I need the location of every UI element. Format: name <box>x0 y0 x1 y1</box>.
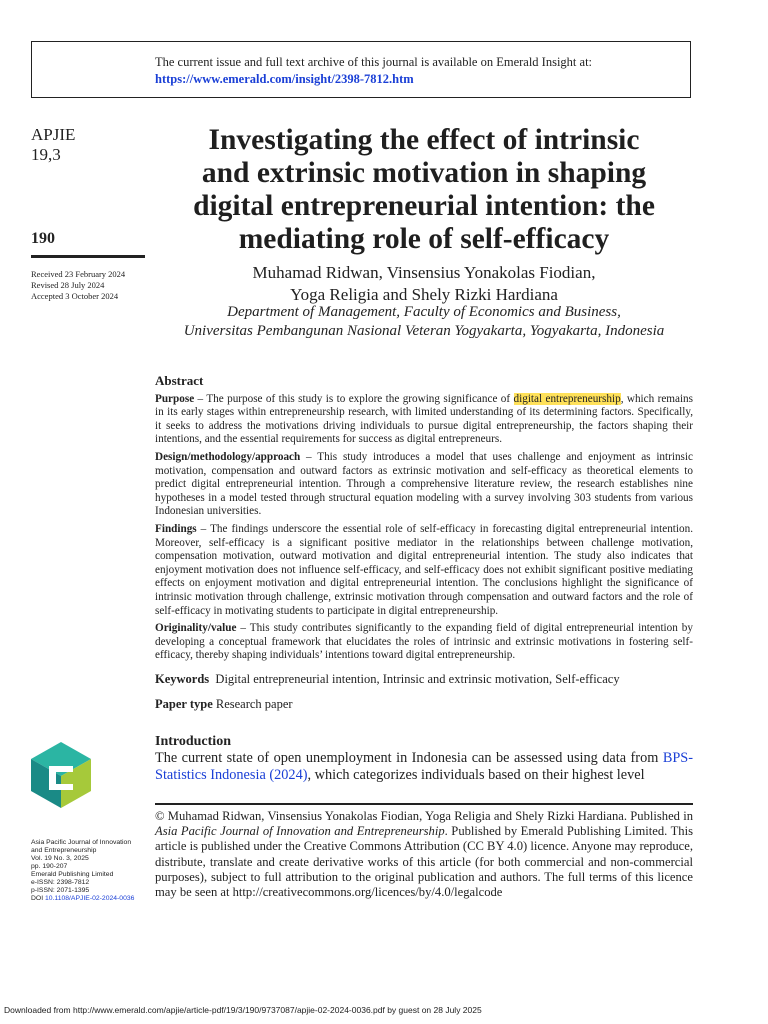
copyright-divider <box>155 803 693 805</box>
journal-archive-link[interactable]: https://www.emerald.com/insight/2398-7812.htm <box>155 72 414 86</box>
sidebar-divider <box>31 255 145 258</box>
paper-type-text: Research paper <box>215 696 293 711</box>
abstract-purpose: Purpose – The purpose of this study is to explore the growing significance of digital entrepreneurship, which remains in its early stages within entrepreneurship research, with limited understanding of its determining factors. Specifically, it seeks to address the motivations driving individuals to pursue digital entrepreneurship, the factors shaping their intentions, and the essential requirements for success as digital entrepreneurs. <box>155 392 694 446</box>
doi-info <box>31 895 134 903</box>
accepted-date: Accepted 3 October 2024 <box>31 291 119 301</box>
introduction-section <box>155 734 693 783</box>
pages-info: pp. 190-207 <box>31 863 68 870</box>
archive-notice-box <box>31 41 691 98</box>
download-footer: Downloaded from http://www.emerald.com/apjie/article-pdf/19/3/190/9737087/apjie-02-2024-0036.pdf by guest on 28 July 2025 <box>4 1005 482 1015</box>
paper-type-label: Paper type <box>155 696 213 711</box>
affiliation-line: Department of Management, Faculty of Economics and Business, <box>227 304 621 320</box>
revised-date: Revised 28 July 2024 <box>31 280 105 290</box>
introduction-text <box>155 750 693 783</box>
purpose-text-pre: The purpose of this study is to explore the growing significance of <box>206 392 511 405</box>
intro-text-post: , which categorizes individuals based on their highest level <box>307 766 645 783</box>
journal-name-line: Asia Pacific Journal of Innovation <box>31 839 132 846</box>
eissn-info: e-ISSN: 2398-7812 <box>31 879 90 886</box>
design-label: Design/methodology/approach <box>155 450 301 463</box>
doi-link[interactable]: 10.1108/APJIE-02-2024-0036 <box>44 895 135 902</box>
keywords-text: Digital entrepreneurial intention, Intrinsic and extrinsic motivation, Self-efficacy <box>215 671 620 686</box>
highlighted-term[interactable]: digital entrepreneurship <box>513 392 621 405</box>
authors-line: Yoga Religia and Shely Rizki Hardiana <box>290 285 558 304</box>
publisher-info: Emerald Publishing Limited <box>31 871 114 878</box>
emerald-logo-icon <box>29 740 93 810</box>
introduction-heading: Introduction <box>155 734 231 749</box>
copyright-text-post: . Published by Emerald Publishing Limited. This article is published under the Creative Commons Attribution (CC BY 4.0) licence. Anyone may reproduce, distribute, translate and create derivative works of this article (for both commercial and non-commercial purposes), subject to full attribution to the original publication and authors. The full terms of this licence may be seen at http://creativecommons.org/licences/by/4.0/legalcode <box>155 824 693 900</box>
authors-line: Muhamad Ridwan, Vinsensius Yonakolas Fiodian, <box>252 263 596 282</box>
abstract-section <box>155 374 693 716</box>
intro-text-pre: The current state of open unemployment in Indonesia can be assessed using data from <box>155 750 659 766</box>
authors <box>150 262 698 306</box>
volume-issue: 19,3 <box>31 145 61 164</box>
doi-label: DOI <box>31 895 44 902</box>
keywords-label: Keywords <box>155 671 210 686</box>
page-number: 190 <box>31 230 55 247</box>
purpose-text-post: , which remains in its early stages within entrepreneurship research, with limited understanding of its determining factors. Specifically, it seeks to address the motivations driving individuals to pursue digital entrepreneurship, the factors shaping their intentions, and the essential requirements for success as digital entrepreneurs. <box>155 392 694 446</box>
affiliation-line: Universitas Pembangunan Nasional Veteran Yogyakarta, Yogyakarta, Indonesia <box>183 323 665 339</box>
abstract-findings: Findings – The findings underscore the essential role of self-efficacy in forecasting digital entrepreneurial intention. Moreover, self-efficacy is a significant positive mediator in the relationships between challenge motivation, compensation motivation, outward motivation and digital entrepreneurial intention. The study also indicates that enjoyment motivation does not influence self-efficacy, and self-efficacy does not exhibit significant positive mediating effects on enjoyment motivation and digital entrepreneurial intention. The conclusions highlight the significance of intrinsic motivation through challenge, extrinsic motivation through compensation and outward factors and the role of self-efficacy in motivating students to participate in digital entrepreneurship. <box>155 522 693 617</box>
keywords <box>155 672 693 687</box>
title-line: Investigating the effect of intrinsic <box>208 124 640 156</box>
paper-type <box>155 697 693 712</box>
archive-notice-text: The current issue and full text archive of this journal is available on Emerald Insight at: <box>155 55 593 69</box>
copyright-journal-name: Asia Pacific Journal of Innovation and Entrepreneurship <box>155 824 445 839</box>
article-dates <box>31 269 125 302</box>
findings-label: Findings <box>155 522 197 535</box>
title-line: and extrinsic motivation in shaping <box>201 157 647 189</box>
journal-metadata <box>31 839 134 903</box>
copyright-text-pre: © Muhamad Ridwan, Vinsensius Yonakolas Fiodian, Yoga Religia and Shely Rizki Hardiana. Published in <box>155 809 693 823</box>
copyright-notice <box>155 809 693 900</box>
title-line: mediating role of self-efficacy <box>238 223 610 255</box>
abstract-design: Design/methodology/approach – This study introduces a model that uses challenge and enjoyment as intrinsic motivation, compensation and outward factors as extrinsic motivation and self-efficacy as theoretical elements to predict digital entrepreneurial intention. Through a comprehensive literature review, the research establishes nine hypotheses in a model tested through structural equation modeling with a survey involving 303 students from various Indonesian universities. <box>155 450 693 518</box>
originality-label: Originality/value <box>155 622 237 635</box>
abstract-originality: Originality/value – This study contributes significantly to the expanding field of digital entrepreneurial intention by developing a conceptual framework that elucidates the roles of intrinsic and extrinsic motivations in fostering self-efficacy, thereby shaping individuals’ intentions toward digital entrepreneurship. <box>155 622 693 662</box>
journal-abbreviation <box>31 125 75 165</box>
volume-info: Vol. 19 No. 3, 2025 <box>31 855 89 862</box>
journal-abbr-text: APJIE <box>31 125 76 144</box>
purpose-label: Purpose <box>155 392 195 405</box>
pissn-info: p-ISSN: 2071-1395 <box>31 887 90 894</box>
received-date: Received 23 February 2024 <box>31 269 126 279</box>
originality-text: This study contributes significantly to the expanding field of digital entrepreneurial intention by developing a conceptual framework that elucidates the roles of intrinsic and extrinsic motivations in fostering self-efficacy, thereby shaping individuals’ intentions toward digital entrepreneurship. <box>155 622 693 662</box>
design-text: This study introduces a model that uses challenge and enjoyment as intrinsic motivation, compensation and outward factors as extrinsic motivation and self-efficacy as theoretical elements to predict digital entrepreneurial intention. Through a comprehensive literature review, the research establishes nine hypotheses in a model tested through structural equation modeling with a survey involving 303 students from various Indonesian universities. <box>155 450 693 518</box>
article-title <box>150 124 698 256</box>
abstract-heading: Abstract <box>155 373 204 388</box>
findings-text: The findings underscore the essential role of self-efficacy in forecasting digital entrepreneurial intention. Moreover, self-efficacy is a significant positive mediator in the relationships between challenge motivation, compensation motivation, outward motivation and digital entrepreneurial intention. The study also indicates that enjoyment motivation does not influence self-efficacy, and self-efficacy does not exhibit significant positive mediating effects on enjoyment motivation and digital entrepreneurial intention. The conclusions highlight the significance of intrinsic motivation through challenge, extrinsic motivation through compensation and outward factors and the role of self-efficacy in motivating students to participate in digital entrepreneurship. <box>155 522 693 617</box>
citation-link[interactable]: BPS-Statistics Indonesia (2024) <box>155 750 694 783</box>
affiliation <box>150 303 698 341</box>
journal-name-line: and Entrepreneurship <box>31 847 97 854</box>
title-line: digital entrepreneurial intention: the <box>193 190 655 222</box>
